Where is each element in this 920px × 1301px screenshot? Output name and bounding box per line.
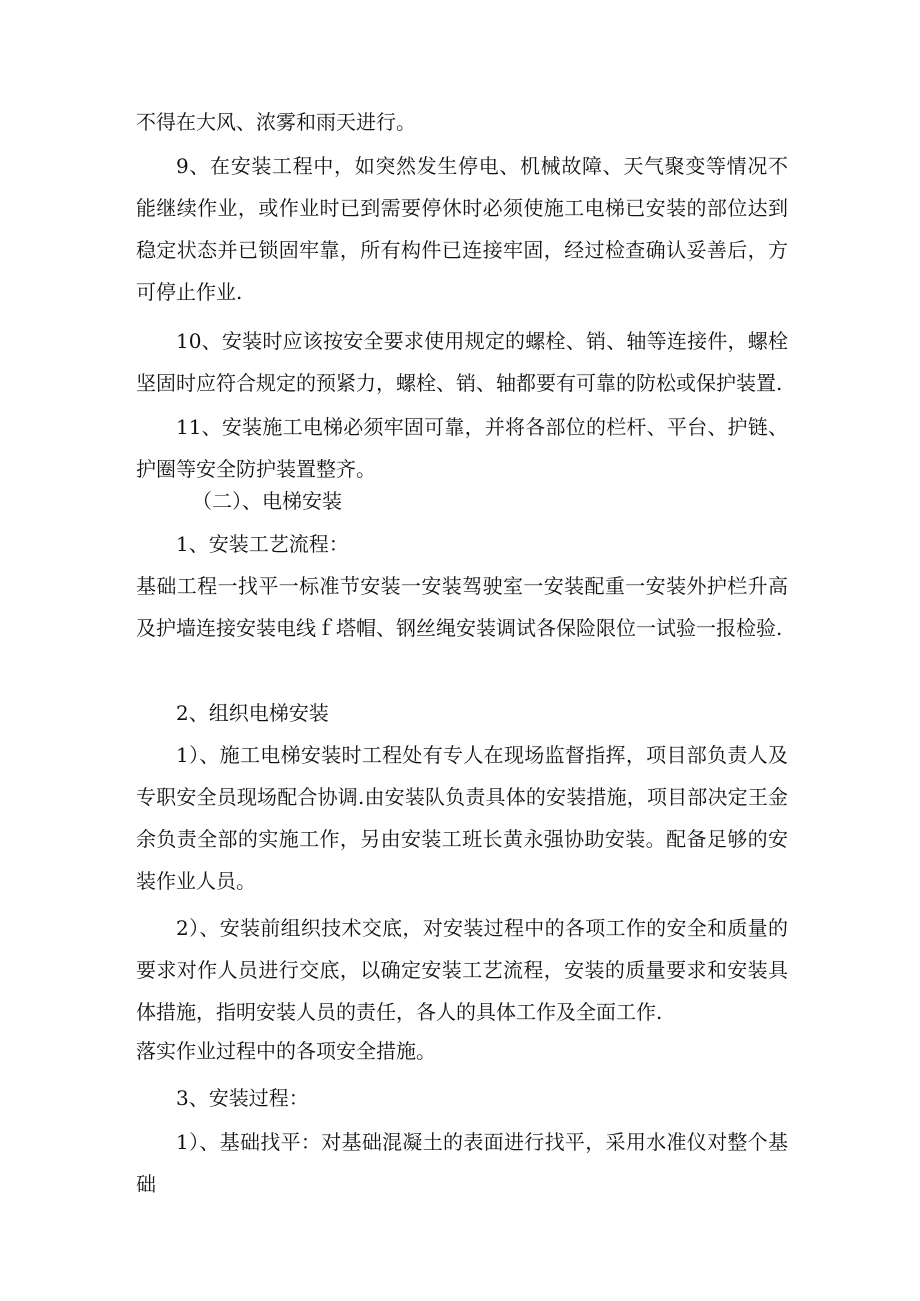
subheading-organize-install: 2、组织电梯安装 <box>176 701 329 725</box>
subheading-process-flow: 1、安装工艺流程： <box>176 532 349 556</box>
paragraph-foundation-leveling: 1）、基础找平：对基础混凝土的表面进行找平，采用水准仪对整个基础 <box>136 1130 788 1196</box>
paragraph-item-10: 10、安装时应该按安全要求使用规定的螺栓、销、轴等连接件，螺栓坚固时应符合规定的预紧力，螺栓、销、轴都要有可靠的防松或保护装置. <box>136 329 788 395</box>
paragraph-safety-measures: 落实作业过程中的各项安全措施。 <box>136 1039 436 1063</box>
paragraph-continuation: 不得在大风、浓雾和雨天进行。 <box>136 110 416 134</box>
paragraph-subitem-1: 1）、施工电梯安装时工程处有专人在现场监督指挥，项目部负责人及专职安全员现场配合协调.由安装队负责具体的安装措施，项目部决定王金余负责全部的实施工作，另由安装工班长黄永强协助安装。配备足够的安装作业人员。 <box>136 743 788 893</box>
paragraph-item-11: 11、安装施工电梯必须牢固可靠，并将各部位的栏杆、平台、护链、护圈等安全防护装置整齐。 <box>136 415 788 481</box>
paragraph-item-9: 9、在安装工程中，如突然发生停电、机械故障、天气聚变等情况不能继续作业，或作业时已到需要停休时必须使施工电梯已安装的部位达到稳定状态并已锁固牢靠，所有构件已连接牢固，经过检查确认妥善后，方可停止作业. <box>136 154 788 304</box>
section-heading-elevator-install: （二）、电梯安装 <box>192 489 342 513</box>
subheading-install-process: 3、安装过程： <box>176 1086 309 1110</box>
paragraph-process-flow: 基础工程一找平一标准节安装一安装驾驶室一安装配重一安装外护栏升高及护墙连接安装电线ｆ塔帽、钢丝绳安装调试各保险限位一试验一报检验. <box>136 574 788 640</box>
paragraph-subitem-2: 2）、安装前组织技术交底，对安装过程中的各项工作的安全和质量的要求对作人员进行交底，以确定安装工艺流程，安装的质量要求和安装具体措施，指明安装人员的责任，各人的具体工作及全面工作. <box>136 916 788 1024</box>
